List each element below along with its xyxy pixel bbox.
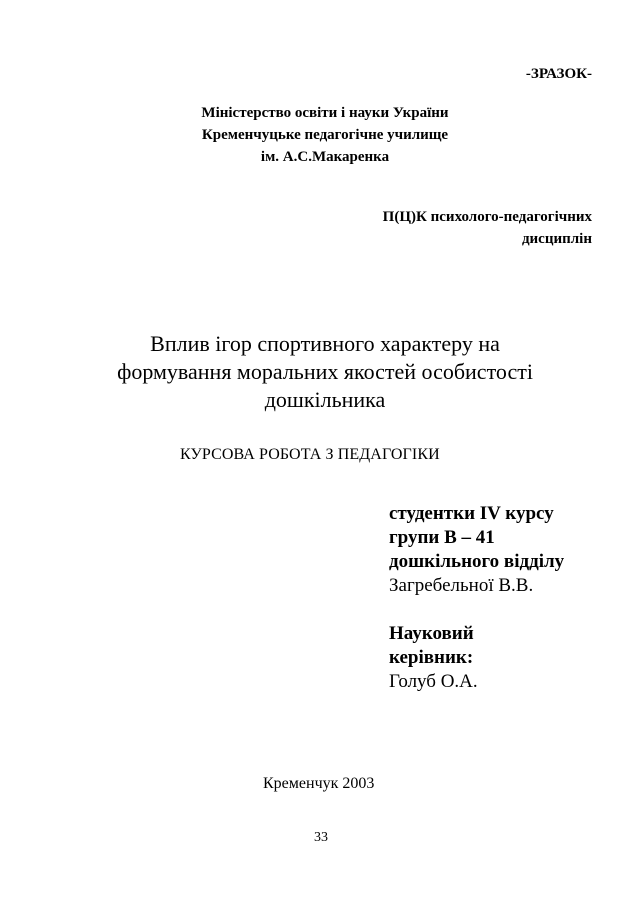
- college-named-after: ім. А.С.Макаренка: [260, 149, 390, 165]
- thesis-title-line-2: формування моральних якостей особистості: [117, 359, 533, 384]
- city-year: Кременчук 2003: [263, 775, 375, 792]
- author-block: [389, 502, 564, 598]
- supervisor-name: Голуб О.А.: [389, 671, 478, 692]
- institution-header: [150, 102, 500, 168]
- commission-line-1: П(Ц)К психолого-педагогічних: [382, 209, 592, 225]
- thesis-title-line-3: дошкільника: [264, 387, 386, 412]
- supervisor-label-1: Науковий: [389, 623, 474, 644]
- author-name: Загребельної В.В.: [389, 575, 534, 596]
- sample-mark: -ЗРАЗОК-: [525, 66, 592, 82]
- commission-name: [383, 206, 592, 250]
- supervisor-block: [389, 622, 478, 694]
- author-group: групи В – 41: [389, 527, 495, 548]
- commission-line-2: дисциплін: [521, 231, 592, 247]
- ministry-name: Міністерство освіти і науки України: [201, 105, 449, 121]
- author-course: студентки IV курсу: [389, 503, 554, 524]
- supervisor-label-2: керівник:: [389, 647, 474, 668]
- college-name: Кременчуцьке педагогічне училище: [201, 127, 449, 143]
- author-department: дошкільного відділу: [389, 551, 565, 572]
- page-number: 33: [314, 830, 328, 845]
- thesis-title-line-1: Вплив ігор спортивного характеру на: [150, 331, 500, 356]
- work-type: КУРСОВА РОБОТА З ПЕДАГОГІКИ: [180, 446, 440, 463]
- thesis-title: [60, 330, 590, 414]
